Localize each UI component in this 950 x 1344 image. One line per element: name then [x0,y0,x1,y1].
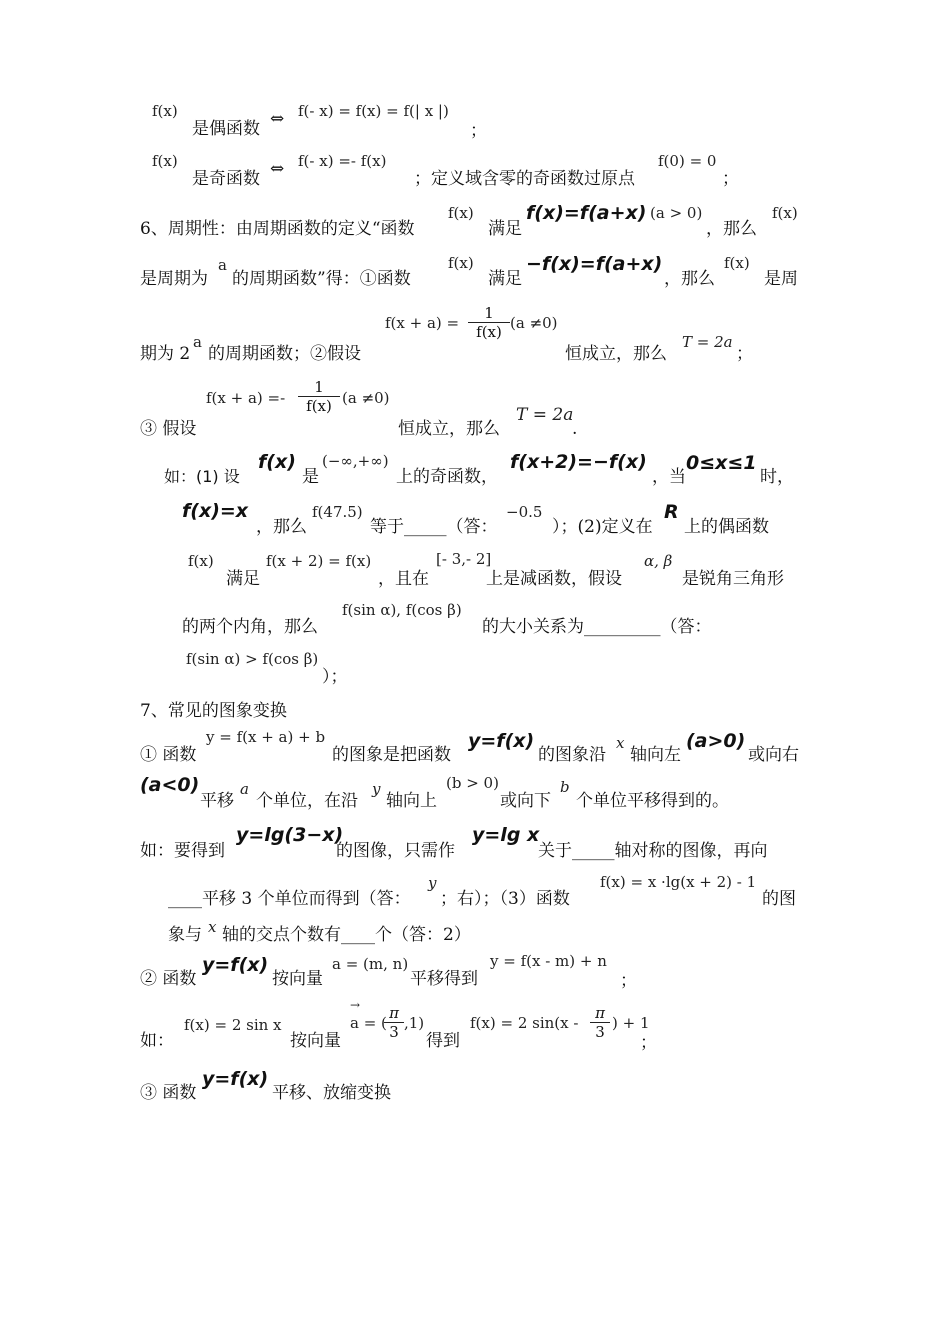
math-R: R [664,501,679,523]
s7-text: 象与 [168,925,202,945]
math-sin-result: f(x) = 2 sin(x - [470,1014,579,1032]
s7-text: 得到 [426,1031,460,1051]
s7-text: 如： [140,1031,174,1051]
math-var-x: x [616,734,625,752]
math-lhs: f(x + a) = [385,314,460,332]
math-var-a: a [218,256,227,274]
math-fraction [590,1004,610,1041]
ex-text: 的大小关系为_________（答： [482,617,712,637]
semicolon: ； [722,169,739,189]
math-even-def: f(- x) = f(x) = f(| x |) [298,102,449,120]
math-period: T = 2a [682,333,733,351]
math-cond: (a>0) [686,730,746,752]
math-fx: f(x) [152,102,178,120]
math-fx: f(x) [258,451,296,473]
s7-text: 个单位平移得到的。 [576,791,729,811]
math-cond: (a<0) [140,774,200,796]
s6-text: ，那么 [664,269,715,289]
math-period: T = 2a [516,405,574,425]
ex-text: 的两个内角，那么 [182,617,318,637]
semicolon: ； [736,344,753,364]
semicolon: ； [640,1033,657,1053]
math-f0: f(0) = 0 [658,152,717,170]
ex-text: 上的奇函数， [396,467,498,487]
s6-text: 满足 [488,269,522,289]
math-lg-fn: f(x) = x ·lg(x + 2) - 1 [600,873,757,891]
math-answer: −0.5 [506,503,543,521]
math-shifted: y = f(x - m) + n [490,952,607,970]
math-var-a: a [240,780,249,798]
ex-text: 时， [760,467,794,487]
text-odd-origin: ；定义域含零的奇函数过原点 [414,169,635,189]
ex-text: 满足 [226,569,260,589]
math-interval: (−∞,+∞) [322,452,389,470]
s7-text: ② 函数 [140,969,197,989]
s7-text: 平移 [200,791,234,811]
s6-text: 期为 2 [140,344,191,364]
s7-text: 如：要得到 [140,841,225,861]
s7-text: 平移得到 [410,969,478,989]
math-alpha-beta: α, β [644,552,673,570]
s6-text: 满足 [488,219,522,239]
s6-text: 恒成立，那么 [398,419,500,439]
math-y-fx: y=f(x) [468,730,535,752]
ex-text: ）；(2)定义在 [552,517,653,537]
s7-text: 或向下 [500,791,551,811]
math-fraction [384,1004,404,1041]
math-y-fx: y=f(x) [202,1068,269,1090]
semicolon: ； [620,971,637,991]
math-var-x: x [208,918,217,936]
s6-text: 的周期函数”得：①函数 [232,269,411,289]
math-f475: f(47.5) [312,503,363,521]
math-odd-def: f(- x) =- f(x) [298,152,387,170]
math-y-fx: y=f(x) [202,954,269,976]
math-periodic-eq: f(x)=f(a+x) [526,202,647,224]
s7-text: 的图象沿 [538,745,606,765]
section-title: 7、常见的图象变换 [140,701,287,721]
fraction-denominator: f(x) [306,397,332,415]
fraction-denominator: f(x) [476,323,502,341]
s7-text: 平移、放缩变换 [272,1083,391,1103]
math-var-b: b [560,778,570,796]
math-fx: f(x) [152,152,178,170]
math-fraction [468,304,510,341]
math-var-y: y [428,874,437,892]
s6-text: 恒成立，那么 [565,344,667,364]
s7-text: 按向量 [290,1031,341,1051]
math-lg: y=lg x [472,824,540,846]
text-odd: 是奇函数 [192,169,260,189]
fraction-numerator: π [590,1004,610,1023]
text-even: 是偶函数 [192,119,260,139]
vector-arrow: → [350,998,361,1012]
math-answer: f(sin α) > f(cos β) [186,650,319,668]
math-sin-result: ) + 1 [612,1014,650,1032]
s7-text: ；右）；（3）函数 [440,889,570,909]
s7-text: ③ 函数 [140,1083,197,1103]
fraction-numerator: π [384,1004,404,1023]
iff-symbol: ⇔ [270,109,285,129]
math-vector: ,1) [404,1014,425,1032]
s6-text: 是周期为 [140,269,208,289]
s6-text: 是周 [764,269,798,289]
math-fx: f(x) [772,204,798,222]
ex-text: ，且在 [378,569,429,589]
math-fx: f(x) [188,552,214,570]
ex-text: 等于_____（答： [370,517,498,537]
s6-text: 6、周期性：由周期函数的定义“函数 [140,219,415,239]
s7-text: ① 函数 [140,745,197,765]
ex-text: ）； [322,667,348,687]
math-neg-periodic-eq: −f(x)=f(a+x) [526,253,663,275]
s7-text: ____平移 3 个单位而得到（答： [168,889,411,909]
math-cond: (a ≠0) [342,389,390,407]
math-fx: f(x) [448,204,474,222]
math-lhs: f(x + a) =- [206,389,286,407]
fraction-numerator: 1 [298,378,340,397]
s7-text: 的图象是把函数 [332,745,451,765]
math-fx: f(x) [448,254,474,272]
math-even-shift: f(x + 2) = f(x) [266,552,372,570]
ex-text: ，当 [652,467,686,487]
ex-text: 上是减函数，假设 [486,569,622,589]
math-sin-cos: f(sin α), f(cos β) [342,601,462,619]
math-cond: (a ≠0) [510,314,558,332]
math-var-a: a [193,333,202,351]
math-var-y: y [372,780,381,798]
math-vector: a = ( [350,1014,387,1032]
math-lg: y=lg(3−x) [236,824,344,846]
fraction-numerator: 1 [468,304,510,323]
fraction-denominator: 3 [595,1023,605,1041]
math-fraction [298,378,340,415]
fraction-denominator: 3 [389,1023,399,1041]
math-fx-eq-x: f(x)=x [182,500,249,522]
math-shift: y = f(x + a) + b [206,728,326,746]
s7-text: 个单位，在沿 [256,791,358,811]
s7-text: 或向右 [748,745,799,765]
s6-text: 的周期函数；②假设 [208,344,361,364]
math-fx: f(x) [724,254,750,272]
iff-symbol: ⇔ [270,159,285,179]
ex-text: 是 [302,467,319,487]
math-odd-shift-eq: f(x+2)=−f(x) [510,451,647,473]
math-range: 0≤x≤1 [686,452,757,474]
s7-text: 的图 [762,889,796,909]
ex-text: 是锐角三角形 [682,569,784,589]
s6-text: ③ 假设 [140,419,197,439]
s7-text: 轴的交点个数有____个（答：2） [222,925,471,945]
s7-text: 关于_____轴对称的图像，再向 [538,841,768,861]
s7-text: 轴向上 [386,791,437,811]
math-sin-fn: f(x) = 2 sin x [184,1016,282,1034]
ex-text: 上的偶函数 [684,517,769,537]
math-cond: (a > 0) [650,204,703,222]
period: . [572,419,578,439]
s6-text: ，那么 [706,219,757,239]
math-interval: [- 3,- 2] [436,550,492,568]
ex-text: 如：(1) 设 [164,467,240,486]
math-vector: a = (m, n) [332,955,409,973]
semicolon: ； [470,121,487,141]
s7-text: 轴向左 [630,745,681,765]
ex-text: ，那么 [256,517,307,537]
math-cond: (b > 0) [446,774,499,792]
s7-text: 按向量 [272,969,323,989]
s7-text: 的图像，只需作 [336,841,455,861]
